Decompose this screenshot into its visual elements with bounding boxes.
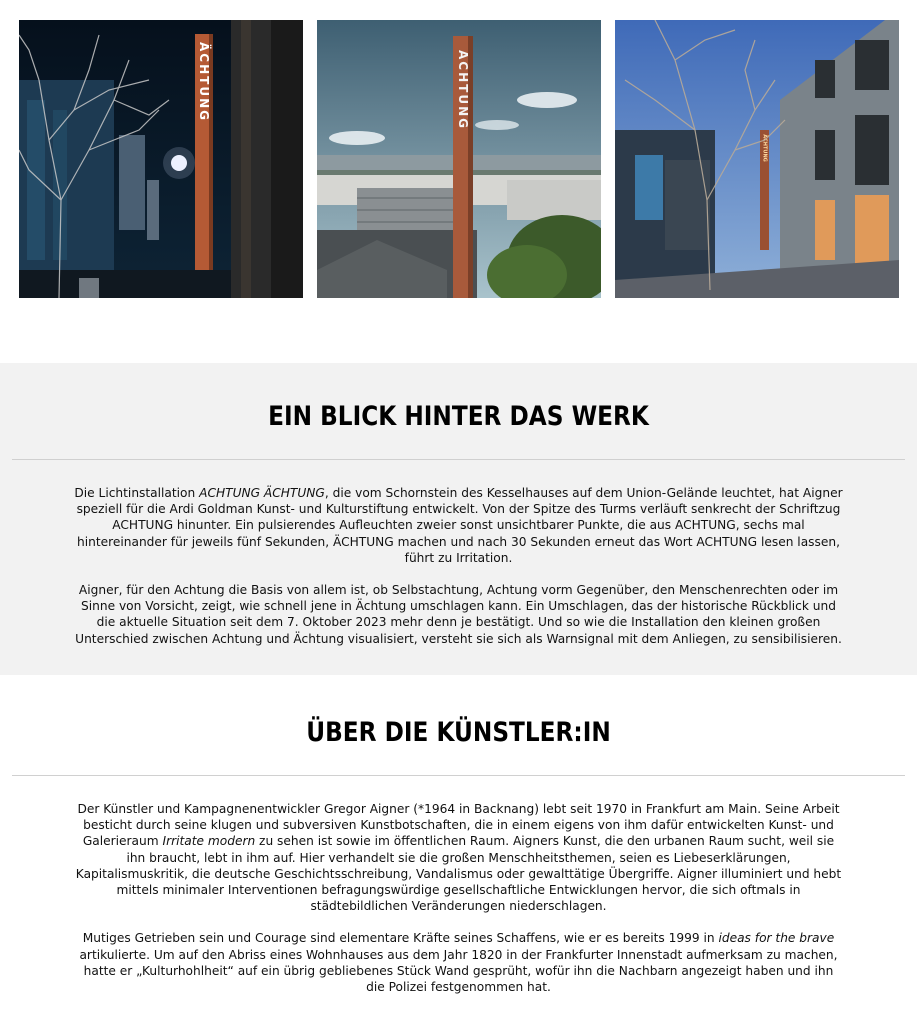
- text-segment: Der Künstler und Kampagnenentwickler Gregor Aigner (*1964 in Backnang) lebt seit 1970 in Frankfurt am Main. Seine Arbeit besticht durch seine klugen und subversiven Kunstbotschaften, die in einem eigens von ihm dafür entwickelten Kunst- und Galerieraum: [77, 802, 840, 849]
- paragraph-courage: [74, 930, 844, 995]
- night-street-image: [19, 20, 303, 298]
- text-segment: Die Lichtinstallation: [74, 486, 200, 500]
- section-about-artist: [0, 675, 917, 995]
- paragraph-meaning: Aigner, für den Achtung die Basis von allem ist, ob Selbstachtung, Achtung vorm Gegenüber, den Menschenrechten oder im Sinne von Vorsicht, zeigt, wie schnell jene in Ächtung umschlagen kann. Ein Umschlagen, das der historische Rückblick und die aktuelle Situation seit dem 7. Oktober 2023 mehr denn je bestätigt. Und so wie die Installation den kleinen großen Unterschied zwischen Achtung und Ächtung visualisiert, versteht sie sich als Warnsignal mit dem Anliegen, zu sensibilisieren.: [75, 583, 842, 646]
- section-title-about-artist: ÜBER DIE KÜNSTLER:IN: [306, 717, 611, 748]
- section-body-about-artist: [74, 801, 844, 995]
- photo-chimney-daytime-city[interactable]: [317, 20, 601, 298]
- text-segment: zu sehen ist sowie im öffentlichen Raum. Aigners Kunst, die den urbanen Raum sucht, weil sie ihn braucht, lebt in ihm auf. Hier verhandelt sie die großen Menschheitsthemen, seien es Liebeserklärungen, Kapitalismuskritik, die deutsche Geschichtsschreibung, Vandalismus oder gewalttätige Übergriffe. Aigner illuminiert und hebt mittels minimaler Interventionen befragungswürdige gesellschaftliche Entwicklungen hervor, die sich oftmals in städtebildlichen Veränderungen niederschlagen.: [75, 834, 842, 914]
- evening-courtyard-image: [615, 20, 899, 298]
- section-title-behind-the-work: EIN BLICK HINTER DAS WERK: [268, 401, 649, 432]
- section-behind-the-work: [0, 363, 917, 675]
- svg-text:ÄCHTUNG: ÄCHTUNG: [197, 42, 211, 122]
- section-body-behind-the-work: [74, 485, 844, 647]
- photo-chimney-evening-courtyard[interactable]: [615, 20, 899, 298]
- paragraph-installation: [74, 485, 844, 566]
- text-segment: , die vom Schornstein des Kesselhauses auf dem Union-Gelände leuchtet, hat Aigner speziell für die Ardi Goldman Kunst- und Kulturstiftung entwickelt. Von der Spitze des Turms verläuft senkrecht der Schriftzug ACHTUNG hinunter. Ein pulsierendes Aufleuchten zweier sonst unsichtbarer Punkte, die aus ACHTUNG, sechs mal hintereinander für jeweils fünf Sekunden, ÄCHTUNG machen und nach 30 Sekunden erneut das Wort ACHTUNG lesen lassen, führt zu Irritation.: [76, 486, 843, 565]
- paragraph-biography: [74, 801, 844, 914]
- daytime-city-image: [317, 20, 601, 298]
- text-segment: Mutiges Getrieben sein und Courage sind elementare Kräfte seines Schaffens, wie er es bereits 1999 in: [82, 931, 719, 946]
- artwork-title: ACHTUNG ÄCHTUNG: [199, 486, 325, 500]
- text-segment: artikulierte. Um auf den Abriss eines Wohnhauses aus dem Jahr 1820 in der Frankfurter Innenstadt aufmerksam zu machen, hatte er „Kulturhohlheit“ auf ein übrig gebliebenes Stück Wand gesprüht, wofür ihn die Nachbarn angezeigt haben und ihn die Polizei festgenommen hat.: [79, 947, 838, 995]
- photo-chimney-night-street[interactable]: [19, 20, 303, 298]
- svg-text:ACHTUNG: ACHTUNG: [456, 50, 470, 130]
- section-divider: [12, 459, 905, 460]
- image-gallery: [0, 0, 917, 363]
- gallery-name: Irritate modern: [162, 834, 256, 849]
- svg-text:ÄCHTUNG: ÄCHTUNG: [761, 134, 768, 162]
- section-divider: [12, 775, 905, 776]
- work-title: ideas for the brave: [718, 931, 835, 946]
